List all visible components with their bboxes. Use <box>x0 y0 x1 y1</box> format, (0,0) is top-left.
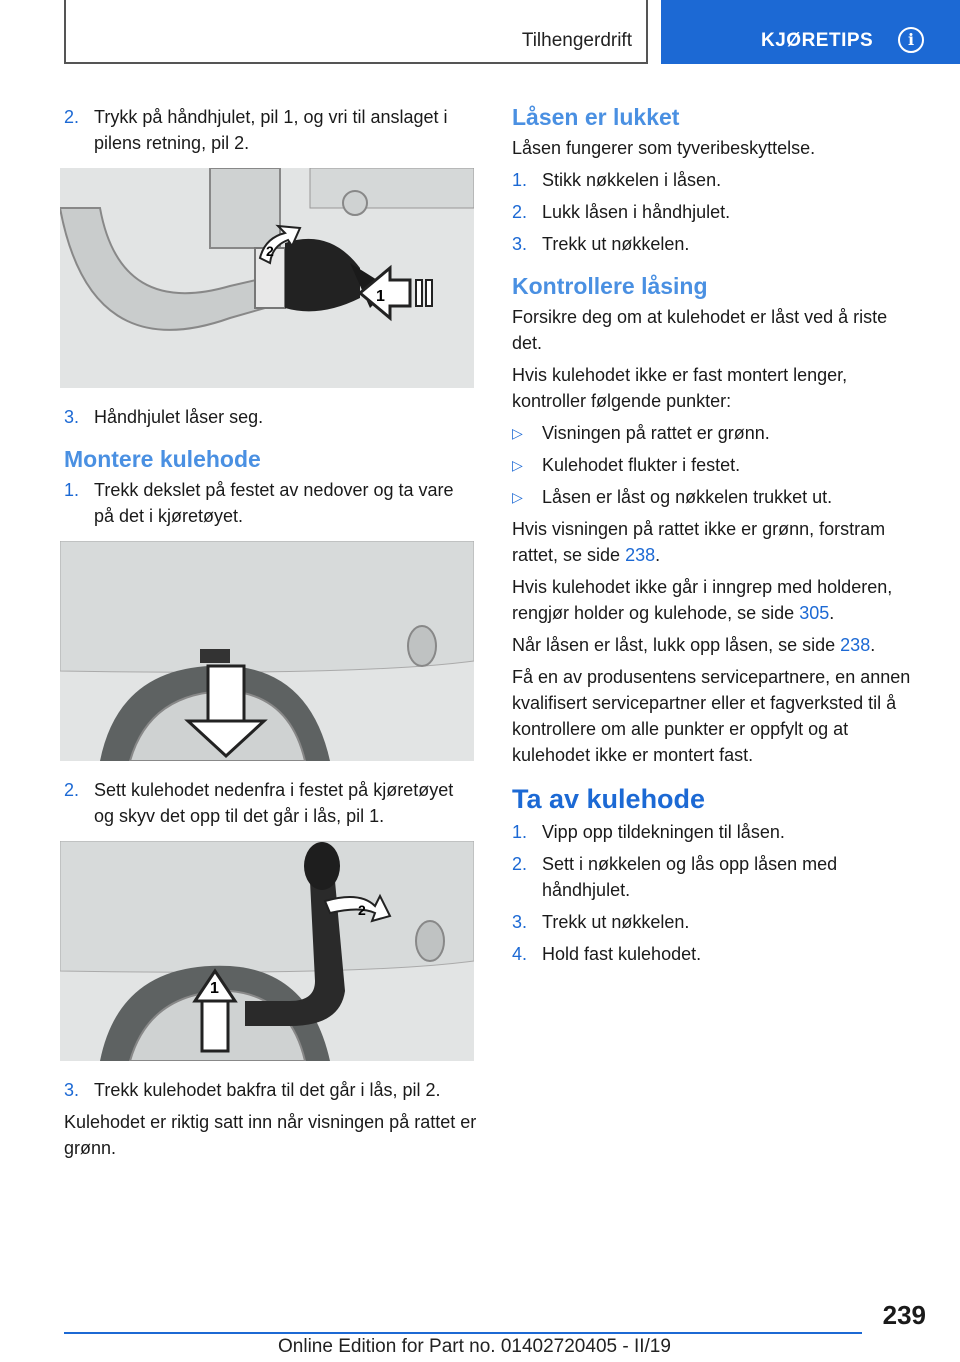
insert-ball-head-illustration <box>60 841 474 1061</box>
page-link[interactable]: 305 <box>799 603 830 623</box>
header-section-box <box>64 0 648 64</box>
step-number: 2. <box>512 854 528 874</box>
step-number: 3. <box>64 407 80 427</box>
bullet-text: Visningen på rattet er grønn. <box>542 423 770 443</box>
heading-mount-ball-head: Montere kulehode <box>64 446 261 472</box>
heading-check-locking: Kontrollere låsing <box>512 273 708 299</box>
right-column <box>512 104 922 973</box>
chapter-tab-label: KJØRETIPS <box>761 30 874 51</box>
bullet-triangle-icon: ▷ <box>512 425 523 441</box>
step-text: Stikk nøkkelen i låsen. <box>542 170 722 190</box>
bullet-triangle-icon: ▷ <box>512 489 523 505</box>
bullet-text: Kulehodet flukter i festet. <box>542 455 741 475</box>
step-number: 2. <box>64 780 80 800</box>
step-text: Trykk på håndhjulet, pil 1, og vri til anslaget i pilens retning, pil 2. <box>94 107 448 153</box>
step-text: Trekk kulehodet bakfra til det går i lås, pil 2. <box>94 1080 441 1100</box>
paragraph-text: Hvis visningen på rattet ikke er grønn, forstram rattet, se side <box>512 519 886 565</box>
step-number: 3. <box>512 912 528 932</box>
bullet-item <box>512 452 922 478</box>
step-number: 1. <box>512 822 528 842</box>
period: . <box>655 545 661 565</box>
bullet-item <box>512 420 922 446</box>
step-item <box>512 941 922 967</box>
arrow-label-2: 2 <box>266 243 274 259</box>
check-paragraph: Forsikre deg om at kulehodet er låst ved å riste det. <box>512 307 888 353</box>
hand-wheel-illustration <box>60 168 474 388</box>
step-item <box>64 477 478 529</box>
step-text: Trekk ut nøkkelen. <box>542 912 690 932</box>
page-link[interactable]: 238 <box>625 545 656 565</box>
step-number: 3. <box>512 234 528 254</box>
bullet-triangle-icon: ▷ <box>512 457 523 473</box>
step-text: Vipp opp tildekningen til låsen. <box>542 822 785 842</box>
period: . <box>829 603 835 623</box>
check-paragraph <box>512 516 922 568</box>
step-text: Trekk ut nøkkelen. <box>542 234 690 254</box>
step-text: Trekk dekslet på festet av nedover og ta vare på det i kjøretøyet. <box>94 480 454 526</box>
arrow-label-1: 1 <box>210 980 219 997</box>
step-item <box>512 199 922 225</box>
figure-insert-ball-head <box>60 841 474 1061</box>
step-item <box>64 404 478 430</box>
step-item <box>512 909 922 935</box>
cover-removal-illustration <box>60 541 474 761</box>
step-item <box>512 851 922 903</box>
footer-divider <box>64 1332 862 1334</box>
period: . <box>870 635 876 655</box>
page-link[interactable]: 238 <box>840 635 871 655</box>
heading-lock-closed: Låsen er lukket <box>512 104 680 130</box>
step-text: Sett kulehodet nedenfra i festet på kjøretøyet og skyv det opp til det går i lås, pil 1. <box>94 780 454 826</box>
figure-hand-wheel <box>60 168 474 388</box>
arrow-label-1: 1 <box>376 288 385 305</box>
step-item <box>512 231 922 257</box>
heading-remove-ball-head: Ta av kulehode <box>512 784 706 814</box>
info-icon[interactable]: i <box>898 27 924 53</box>
left-column <box>64 104 478 1167</box>
step-number: 2. <box>64 107 80 127</box>
chapter-tab[interactable] <box>661 0 960 64</box>
paragraph-text: Når låsen er låst, lukk opp låsen, se side <box>512 635 841 655</box>
bullet-text: Låsen er låst og nøkkelen trukket ut. <box>542 487 833 507</box>
step-text: Hold fast kulehodet. <box>542 944 702 964</box>
arrow-label-2: 2 <box>358 902 366 918</box>
step-number: 3. <box>64 1080 80 1100</box>
step-number: 1. <box>512 170 528 190</box>
step-text: Lukk låsen i håndhjulet. <box>542 202 731 222</box>
step-item <box>64 777 478 829</box>
step-text: Håndhjulet låser seg. <box>94 407 264 427</box>
step-item <box>64 104 478 156</box>
mount-note: Kulehodet er riktig satt inn når visningen på rattet er grønn. <box>64 1112 477 1158</box>
figure-cover-removal <box>60 541 474 761</box>
check-paragraph <box>512 574 922 626</box>
step-item <box>64 1077 478 1103</box>
page-number: 239 <box>882 1300 926 1330</box>
paragraph-text: Hvis kulehodet ikke går i inngrep med holderen, rengjør holder og kulehode, se side <box>512 577 893 623</box>
lock-intro: Låsen fungerer som tyveribeskyttelse. <box>512 138 816 158</box>
check-paragraph: Få en av produsentens servicepartnere, en annen kvalifisert servicepartner eller et fagverksted til å kontrollere om alle punkter er oppfylt og at kulehodet ikke er montert fast. <box>512 667 911 765</box>
step-number: 1. <box>64 480 80 500</box>
footer-edition: Online Edition for Part no. 01402720405 - II/19 <box>278 1336 671 1357</box>
step-number: 4. <box>512 944 528 964</box>
step-item <box>512 819 922 845</box>
check-paragraph <box>512 632 922 658</box>
step-item <box>512 167 922 193</box>
check-paragraph: Hvis kulehodet ikke er fast montert lenger, kontroller følgende punkter: <box>512 365 848 411</box>
step-number: 2. <box>512 202 528 222</box>
bullet-item <box>512 484 922 510</box>
section-title: Tilhengerdrift <box>521 30 632 51</box>
step-text: Sett i nøkkelen og lås opp låsen med håndhjulet. <box>542 854 838 900</box>
